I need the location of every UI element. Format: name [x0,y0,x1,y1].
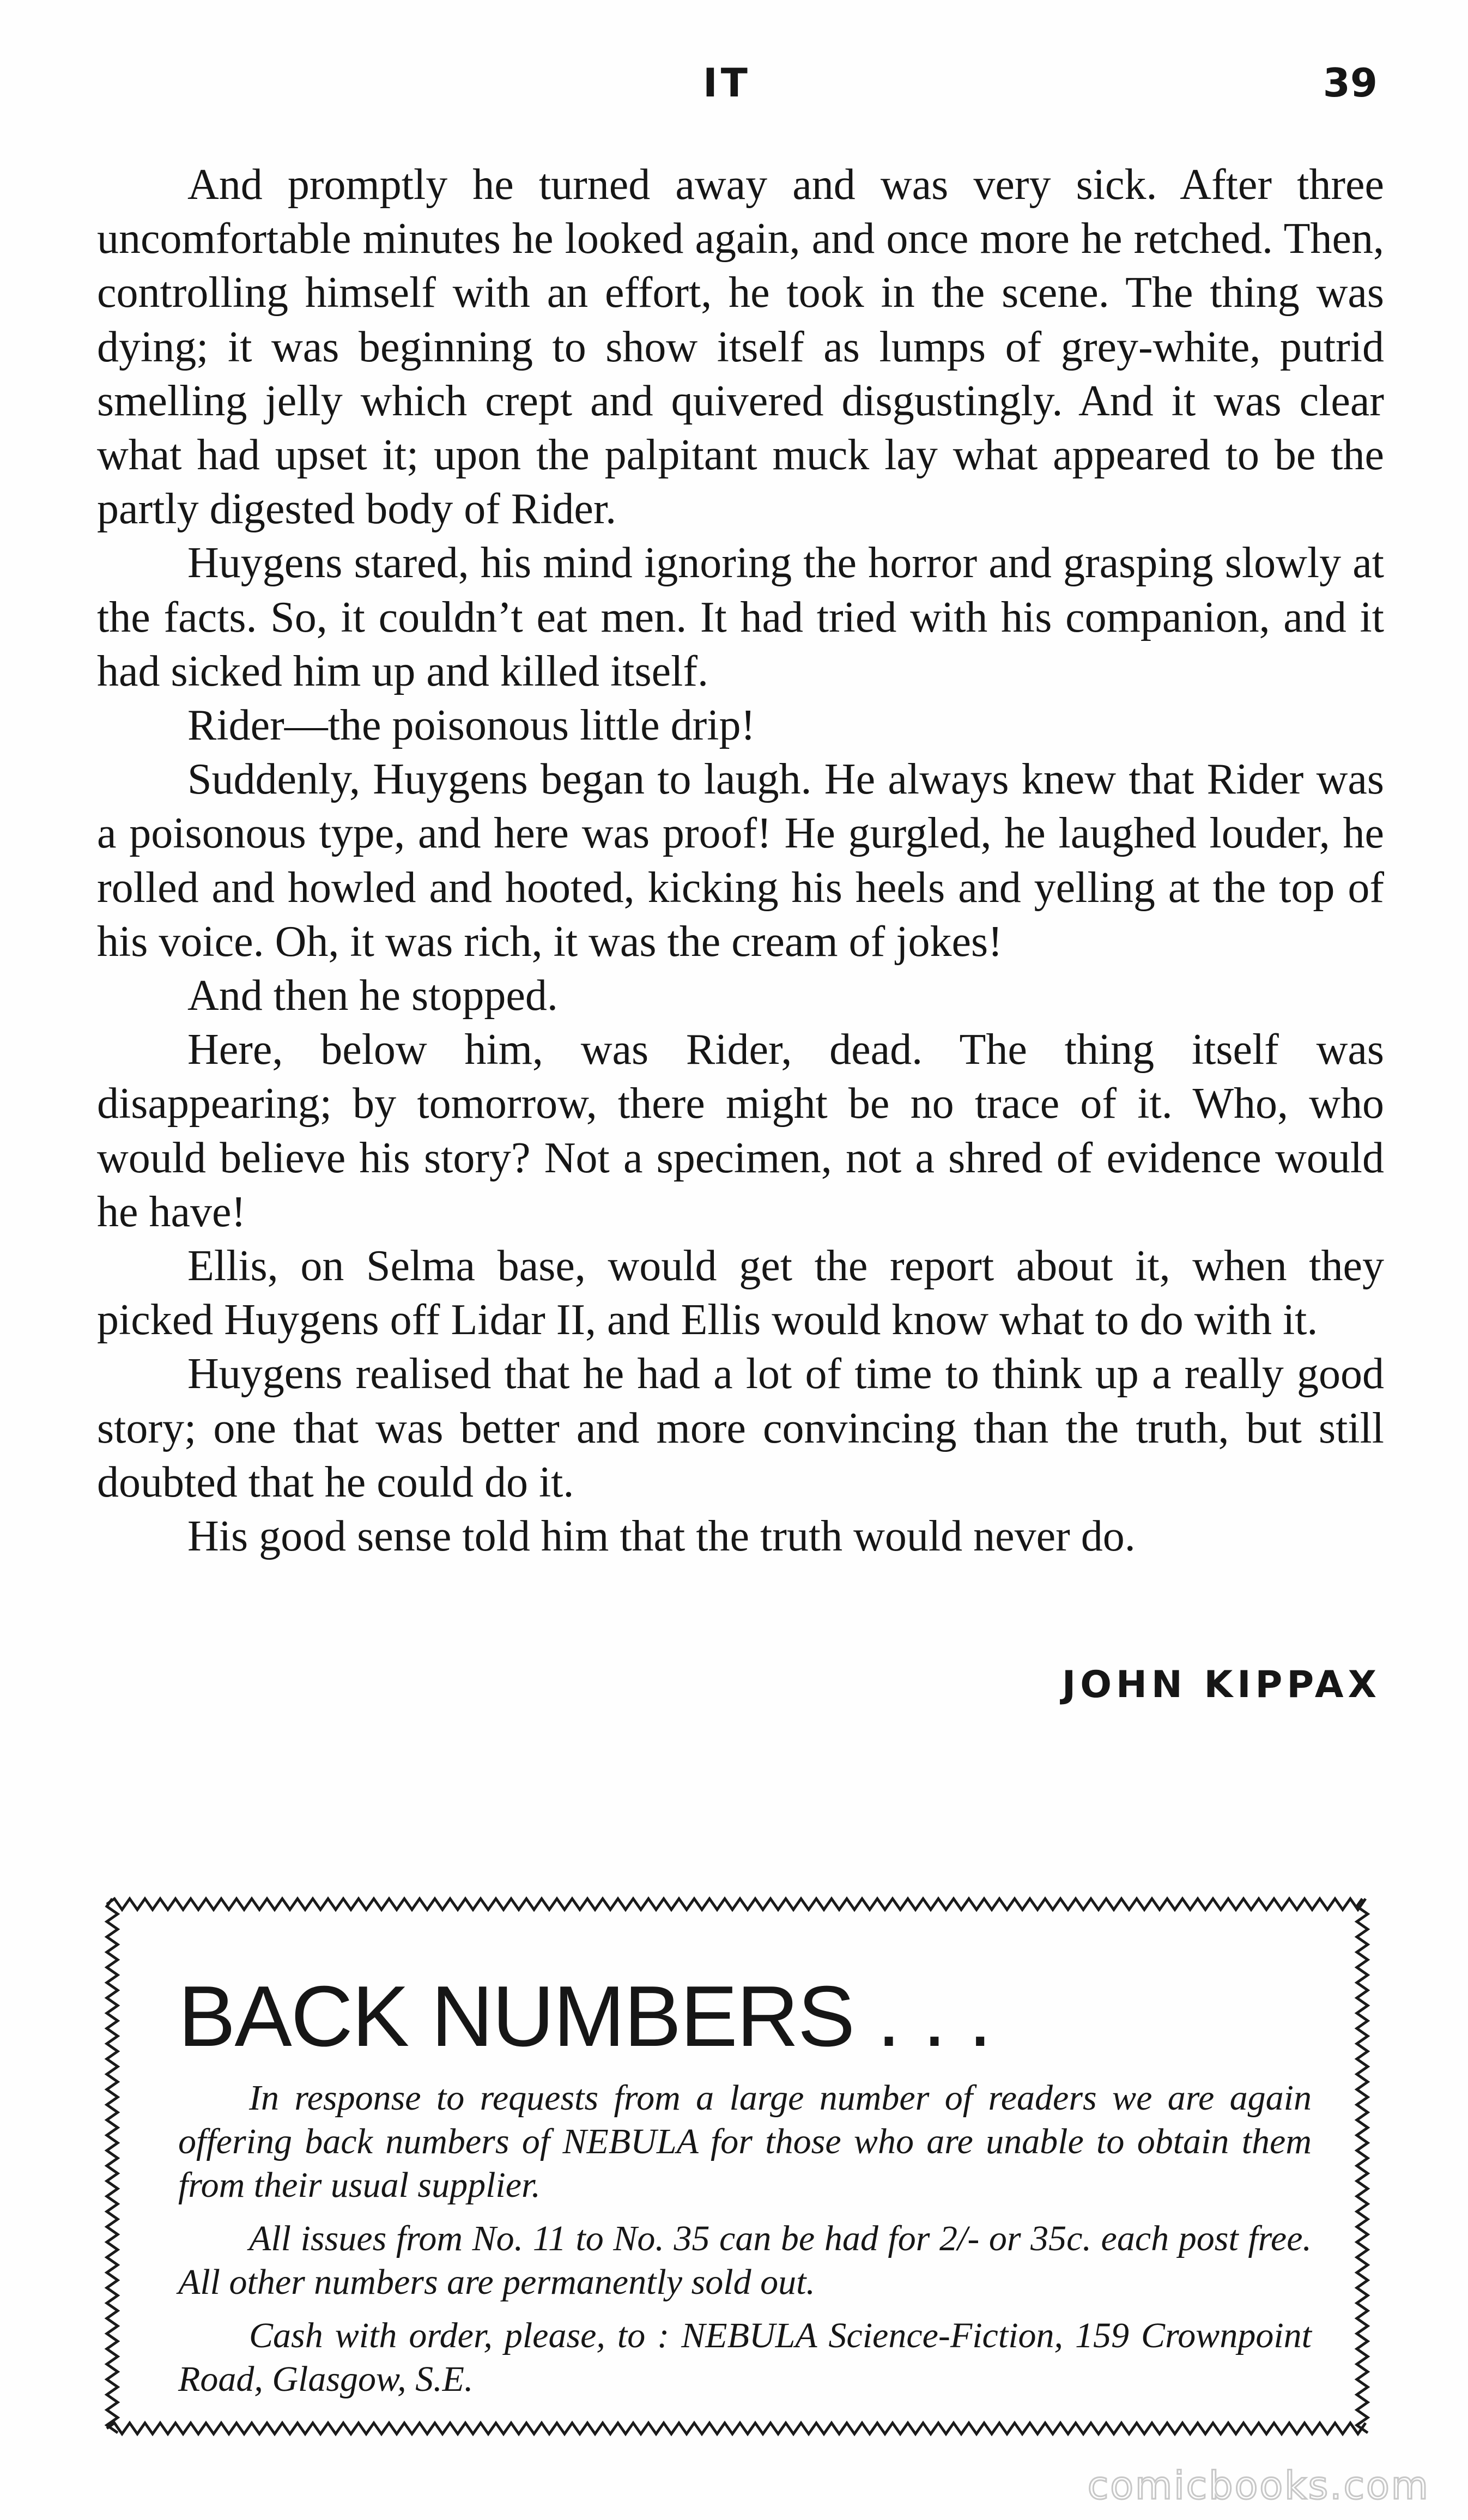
running-head [0,60,1468,120]
story-paragraph: Huygens stared, his mind ignoring the horror and grasping slowly at the facts. So, it couldn’t eat men. It had tried with his companion, and it had sicked him up and killed itself. [97,539,1384,695]
advert-paragraph: Cash with order, please, to : NEBULA Science-Fiction, 159 Crownpoint Road, Glasgow, S.E. [178,2316,1312,2399]
back-numbers-advert [99,1891,1375,2442]
advert-paragraph: All issues from No. 11 to No. 35 can be had for 2/- or 35c. each post free. All other numbers are permanently sold out. [178,2219,1312,2302]
story-paragraph: Ellis, on Selma base, would get the report about it, when they picked Huygens off Lidar II, and Ellis would know what to do with it. [97,1242,1384,1344]
author-byline: JOHN KIPPAX [1061,1663,1381,1706]
wavy-border-right [1357,1899,1368,2433]
story-paragraph: Suddenly, Huygens began to laugh. He always knew that Rider was a poisonous type, and here was proof! He gurgled, he laughed louder, he rolled and howled and hooted, kicking his heels and yelling at the top of his voice. Oh, it was rich, it was the cream of jokes! [97,755,1384,966]
story-paragraph: His good sense told him that the truth would never do. [187,1512,1136,1561]
advert-heading: BACK NUMBERS . . . [178,1968,991,2064]
wavy-border-bottom [107,2423,1366,2434]
story-paragraph: Here, below him, was Rider, dead. The thing itself was disappearing; by tomorrow, there might be no trace of it. Who, who would believe his story? Not a specimen, not a shred of evidence would he have! [97,1026,1384,1236]
story-paragraph: And promptly he turned away and was very sick. After three uncomfortable minutes he looked again, and once more he retched. Then, controlling himself with an effort, he took in the scene. The thing was dying; it was beginning to show itself as lumps of grey-white, putrid smelling jelly which crept and quivered disgustingly. And it was clear what had upset it; upon the palpitant muck lay what appeared to be the partly digested body of Rider. [97,161,1384,534]
story-paragraph: Huygens realised that he had a lot of time to think up a really good story; one that was better and more convincing than the truth, but still doubted that he could do it. [97,1350,1384,1506]
running-title: IT [703,60,751,106]
wavy-border-left [107,1899,118,2433]
story-paragraph: And then he stopped. [187,972,558,1020]
story-text [97,158,1384,1564]
wavy-border-top [107,1899,1366,1910]
story-paragraph: Rider—the poisonous little drip! [187,701,756,750]
advert-paragraph: In response to requests from a large number of readers we are again offering back numbers of NEBULA for those who are unable to obtain them from their usual supplier. [178,2078,1312,2205]
page-number: 39 [1323,60,1378,106]
advert-body [178,2076,1312,2401]
watermark: comicbooks.com [1087,2463,1430,2508]
